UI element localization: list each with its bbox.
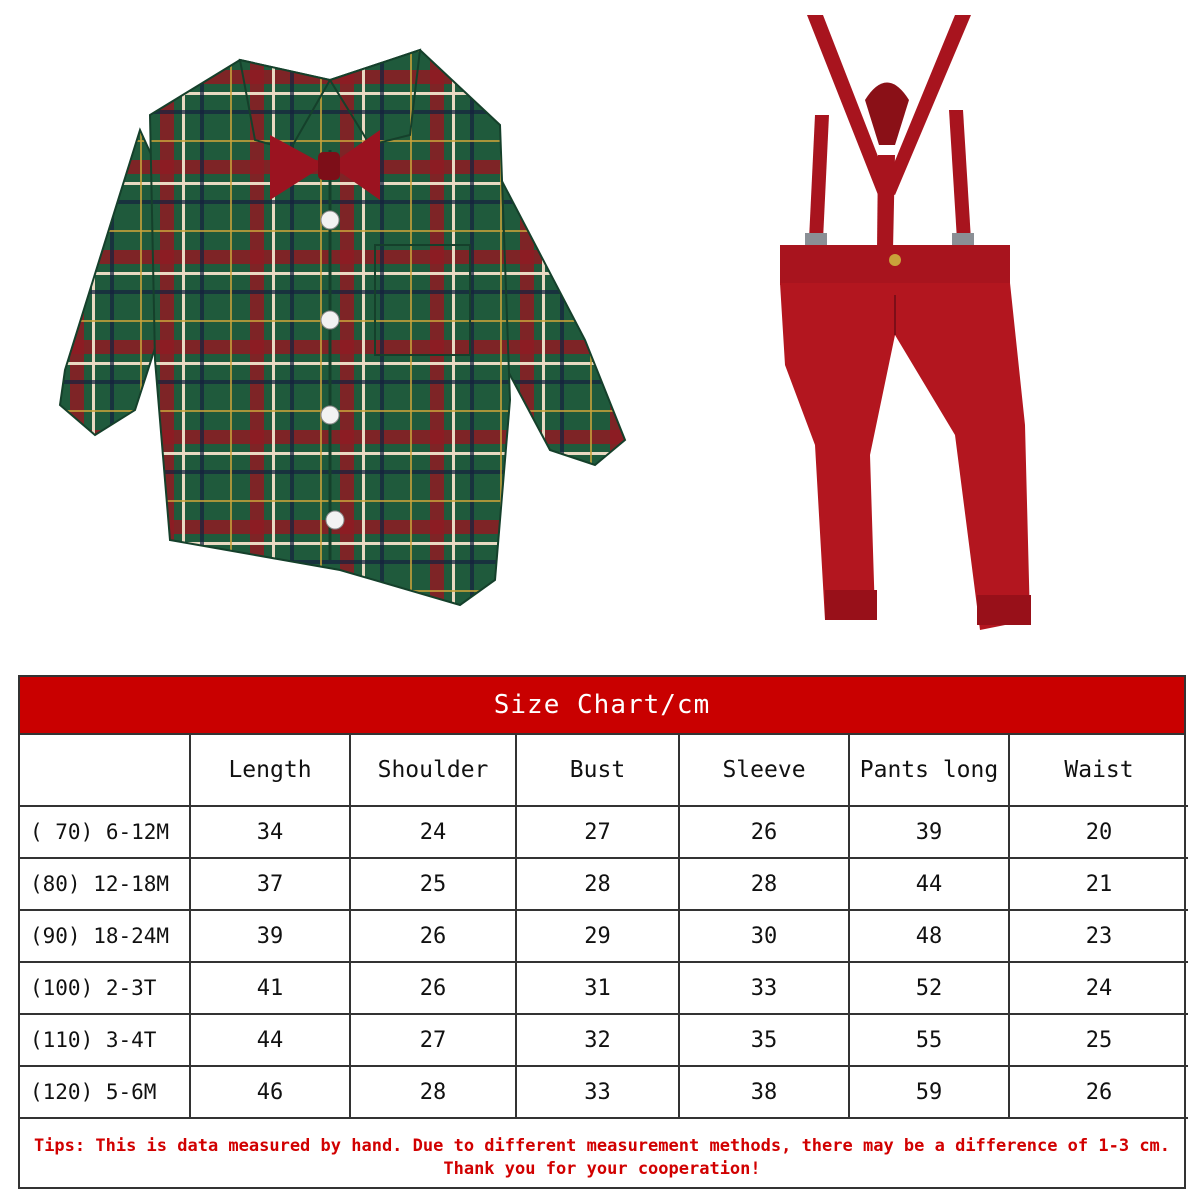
shoulder-cell: 27 — [350, 1014, 516, 1066]
sleeve-cell: 38 — [679, 1066, 849, 1118]
waist-cell: 25 — [1009, 1014, 1188, 1066]
sleeve-cell: 33 — [679, 962, 849, 1014]
column-header-waist: Waist — [1009, 735, 1188, 806]
length-cell: 37 — [190, 858, 350, 910]
bust-cell: 32 — [516, 1014, 679, 1066]
table-row — [20, 962, 1188, 1014]
table-row — [20, 910, 1188, 962]
length-cell: 41 — [190, 962, 350, 1014]
sleeve-cell: 28 — [679, 858, 849, 910]
pants-long-cell: 48 — [849, 910, 1009, 962]
sleeve-cell: 26 — [679, 806, 849, 858]
waist-cell: 21 — [1009, 858, 1188, 910]
bust-cell: 29 — [516, 910, 679, 962]
size-label: (100) 2-3T — [20, 962, 190, 1014]
table-row — [20, 806, 1188, 858]
shoulder-cell: 28 — [350, 1066, 516, 1118]
sleeve-cell: 30 — [679, 910, 849, 962]
table-header-row — [20, 735, 1188, 806]
size-label: (80) 12-18M — [20, 858, 190, 910]
bust-cell: 27 — [516, 806, 679, 858]
shoulder-cell: 26 — [350, 910, 516, 962]
column-header-shoulder: Shoulder — [350, 735, 516, 806]
pants-long-cell: 52 — [849, 962, 1009, 1014]
length-cell: 39 — [190, 910, 350, 962]
column-header-length: Length — [190, 735, 350, 806]
size-chart-title: Size Chart/cm — [20, 677, 1184, 735]
shoulder-cell: 25 — [350, 858, 516, 910]
measurement-tips: Tips: This is data measured by hand. Due to different measurement methods, there may be a difference of 1-3 cm. Thank you for your cooperation! — [33, 1136, 1171, 1179]
table-row — [20, 858, 1188, 910]
pants-long-cell: 55 — [849, 1014, 1009, 1066]
bust-cell: 28 — [516, 858, 679, 910]
waist-cell: 26 — [1009, 1066, 1188, 1118]
column-header — [20, 735, 190, 806]
length-cell: 46 — [190, 1066, 350, 1118]
waist-cell: 24 — [1009, 962, 1188, 1014]
length-cell: 44 — [190, 1014, 350, 1066]
plaid-shirt-image — [40, 40, 640, 640]
bust-cell: 33 — [516, 1066, 679, 1118]
size-chart — [18, 675, 1186, 1189]
pants-long-cell: 39 — [849, 806, 1009, 858]
bust-cell: 31 — [516, 962, 679, 1014]
size-label: (110) 3-4T — [20, 1014, 190, 1066]
column-header-sleeve: Sleeve — [679, 735, 849, 806]
pants-long-cell: 44 — [849, 858, 1009, 910]
column-header-pants-long: Pants long — [849, 735, 1009, 806]
table-row — [20, 1014, 1188, 1066]
column-header-bust: Bust — [516, 735, 679, 806]
shoulder-cell: 24 — [350, 806, 516, 858]
waist-cell: 23 — [1009, 910, 1188, 962]
sleeve-cell: 35 — [679, 1014, 849, 1066]
size-label: ( 70) 6-12M — [20, 806, 190, 858]
suspender-pants-image — [745, 5, 1035, 645]
size-label: (90) 18-24M — [20, 910, 190, 962]
pants-long-cell: 59 — [849, 1066, 1009, 1118]
waist-cell: 20 — [1009, 806, 1188, 858]
size-table — [20, 735, 1188, 1119]
length-cell: 34 — [190, 806, 350, 858]
shoulder-cell: 26 — [350, 962, 516, 1014]
table-row — [20, 1066, 1188, 1118]
size-label: (120) 5-6M — [20, 1066, 190, 1118]
